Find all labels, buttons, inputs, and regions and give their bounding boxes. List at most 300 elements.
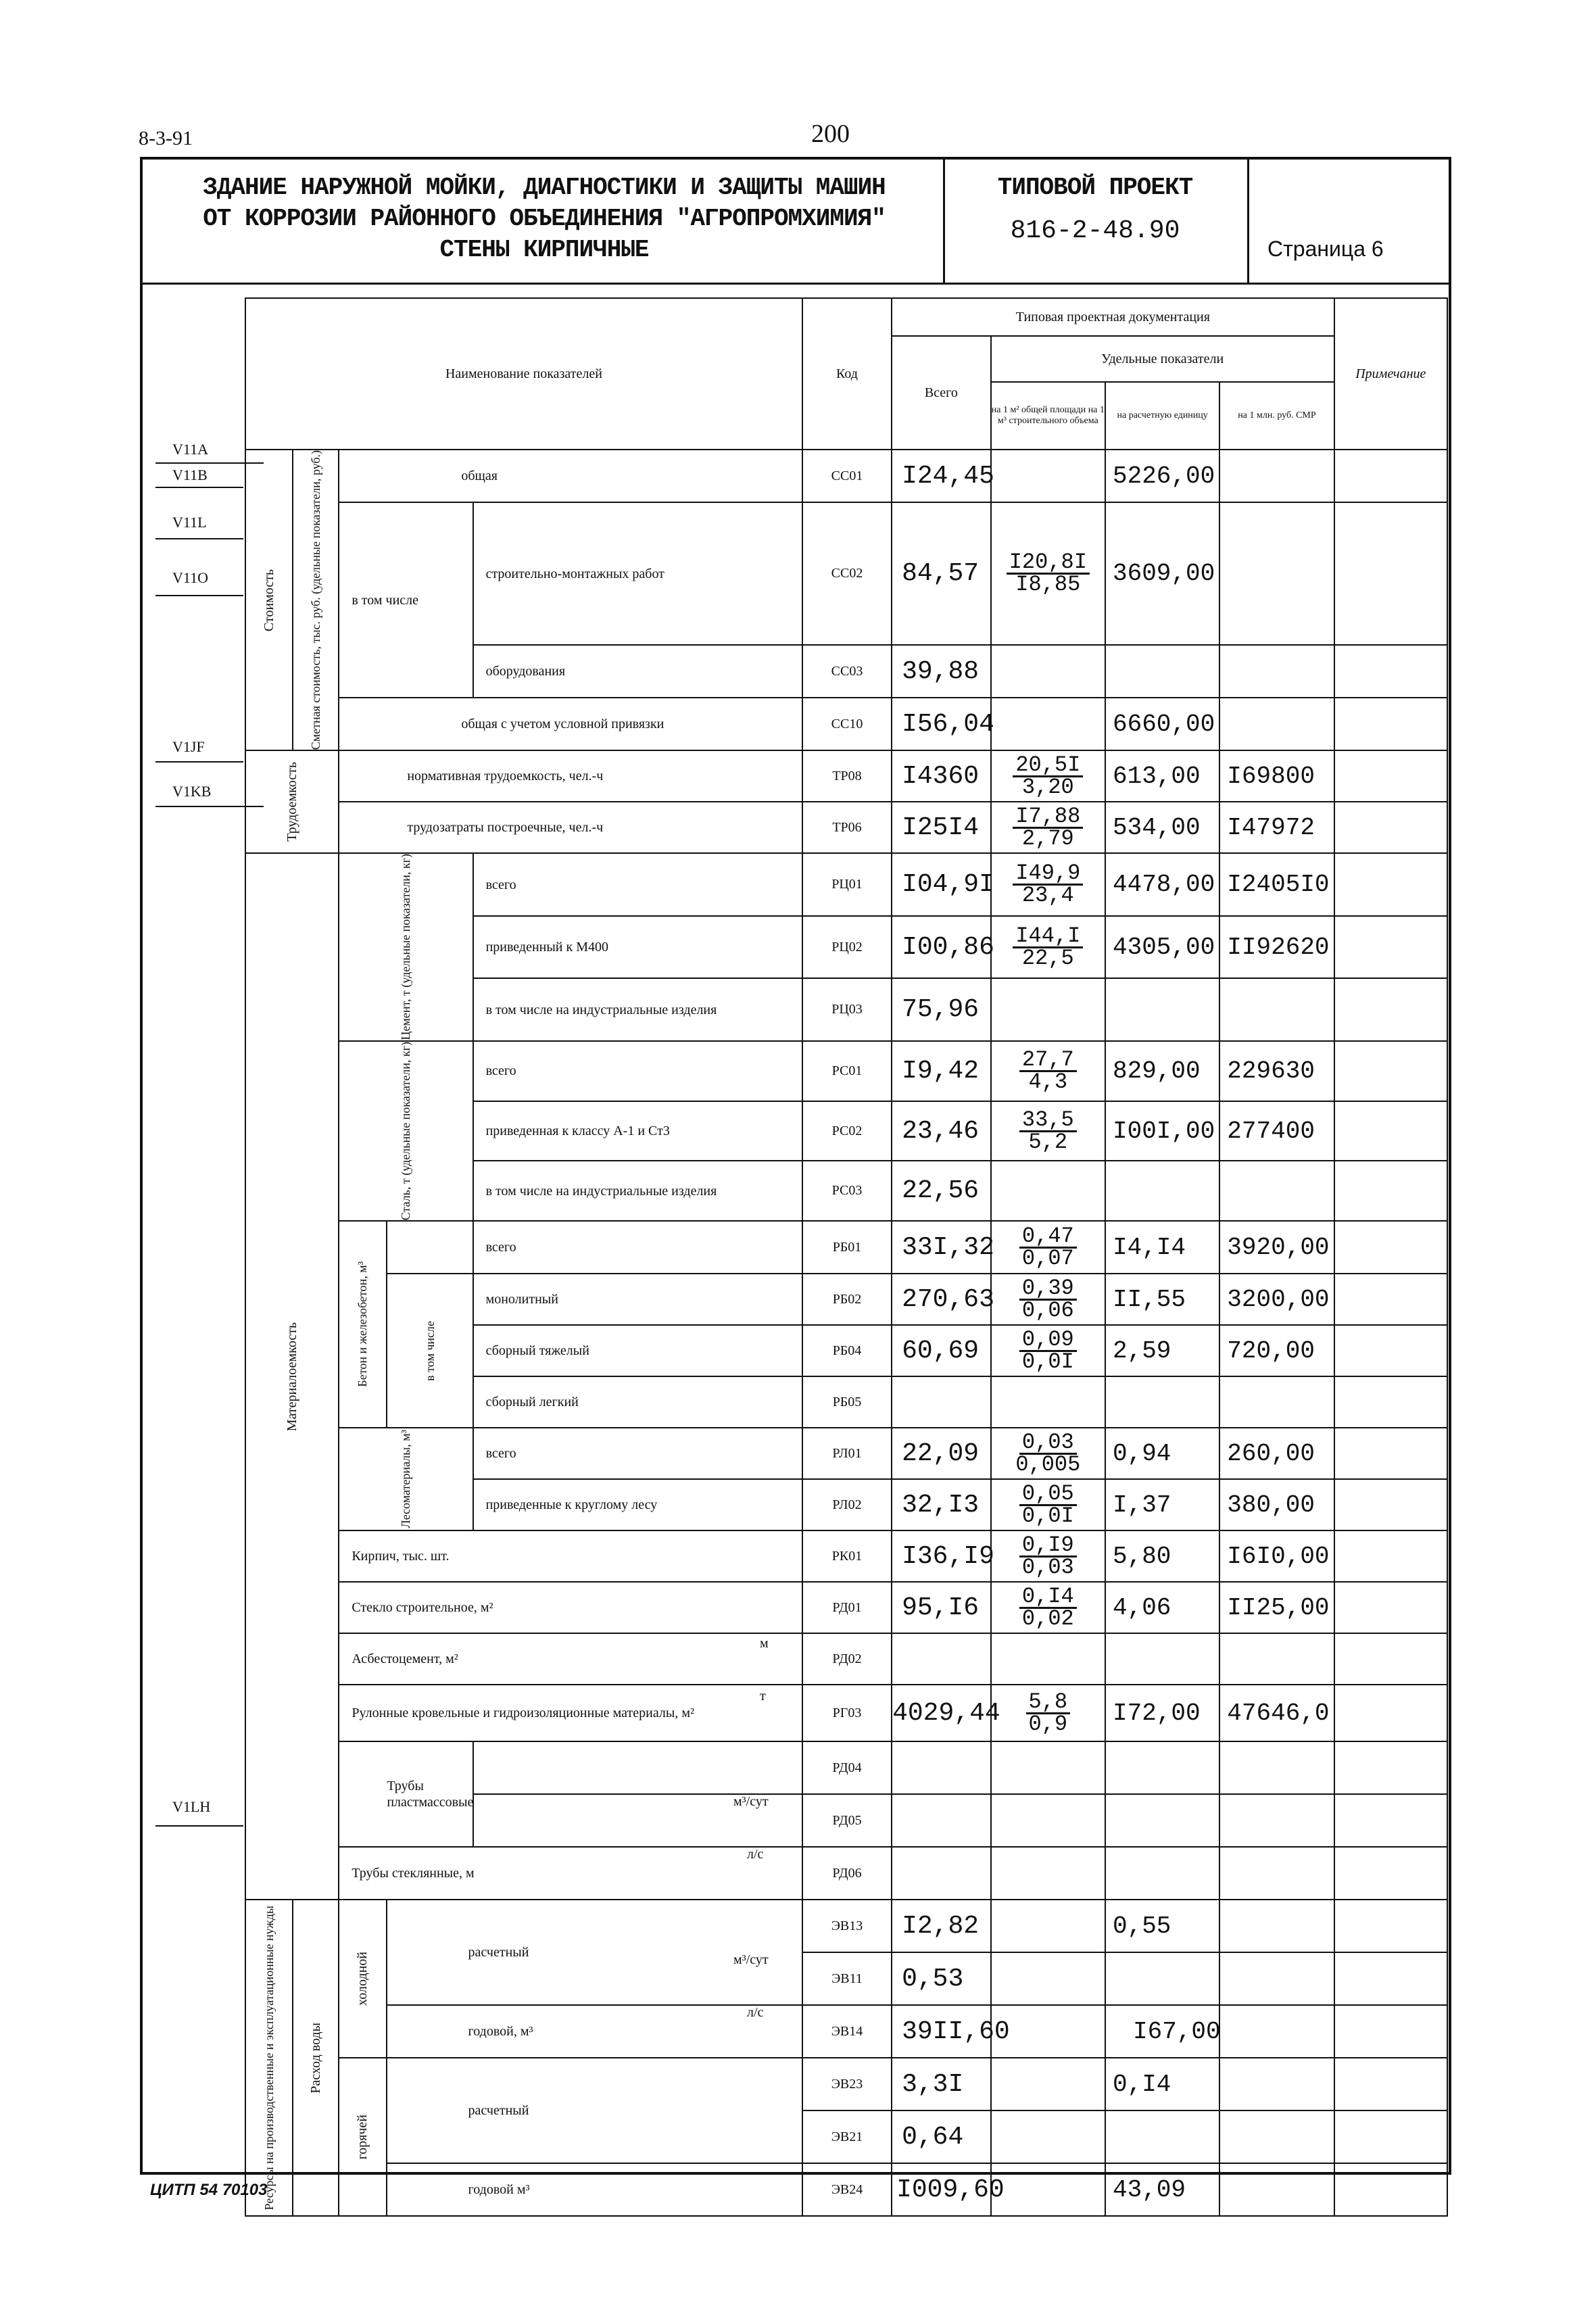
frac-bottom: 0,0I (1021, 1503, 1074, 1528)
group-concrete-in (387, 1274, 473, 1428)
group-labor (245, 750, 339, 853)
row-per-unit: 2,59 (1105, 1325, 1219, 1376)
row-label: общая (339, 450, 802, 502)
row-frac (991, 853, 1105, 916)
row-code: РЛ01 (802, 1428, 892, 1479)
side-marker: V1LH (172, 1798, 211, 1815)
row-per-unit: 0,94 (1105, 1428, 1219, 1479)
table-row (245, 2163, 1447, 2216)
group-hot-label: горячей (355, 2114, 370, 2160)
row-label: расчетный (387, 2058, 802, 2163)
row-code: СС10 (802, 698, 892, 750)
row-code: ЭВ14 (802, 2005, 892, 2058)
row-total (892, 1794, 991, 1847)
side-marker: V1KB (172, 783, 212, 800)
row-total (892, 1376, 991, 1428)
indicators-table (245, 297, 1448, 2217)
sheet-label-text: Страница (1267, 237, 1366, 261)
row-note (1334, 1794, 1447, 1847)
row-note (1334, 1221, 1447, 1274)
row-per-unit: 534,00 (1105, 802, 1219, 853)
row-note (1334, 978, 1447, 1041)
row-code: РК01 (802, 1530, 892, 1582)
frac-bottom: 0,0I (1021, 1349, 1074, 1374)
row-frac (991, 698, 1105, 750)
row-total: 60,69 (892, 1325, 991, 1376)
row-total: 0,53 (892, 1952, 991, 2005)
row-code: РС02 (802, 1101, 892, 1161)
frac-top: 5,8 (1026, 1692, 1071, 1714)
row-note (1334, 645, 1447, 698)
row-label: монолитный (473, 1274, 802, 1325)
header-group: Типовая проектная документация (892, 298, 1334, 336)
title-block-vline-2 (1247, 157, 1249, 283)
row-code: ЭВ23 (802, 2058, 892, 2110)
row-per-mln: 720,00 (1219, 1325, 1334, 1376)
row-per-mln (1219, 2005, 1334, 2058)
row-total: 39II,60 (892, 2005, 991, 2058)
row-frac (991, 1376, 1105, 1428)
row-per-unit (1105, 645, 1219, 698)
table-row (245, 1633, 1447, 1685)
row-per-mln: 47646,0 (1219, 1685, 1334, 1741)
row-per-unit: 613,00 (1105, 750, 1219, 802)
row-label: расчетный (387, 1900, 802, 2005)
row-per-unit (1105, 1847, 1219, 1900)
row-frac (991, 750, 1105, 802)
table-row (245, 802, 1447, 853)
row-code: РД01 (802, 1582, 892, 1633)
project-number: 816-2-48.90 (1010, 216, 1180, 245)
row-total: I25I4 (892, 802, 991, 853)
row-label: всего (473, 1041, 802, 1101)
row-note (1334, 2110, 1447, 2163)
row-code: РД02 (802, 1633, 892, 1685)
unit-label-l-s: л/с (747, 2005, 764, 2020)
row-frac (991, 916, 1105, 979)
row-total: 0,64 (892, 2110, 991, 2163)
row-label: Асбестоцемент, м² (339, 1633, 802, 1685)
row-total: I009,60 (892, 2163, 991, 2216)
table-row (245, 1685, 1447, 1741)
row-note (1334, 853, 1447, 916)
row-total: I36,I9 (892, 1530, 991, 1582)
row-note (1334, 1041, 1447, 1101)
row-frac (991, 1741, 1105, 1794)
row-code: РГ03 (802, 1685, 892, 1741)
row-frac (991, 1041, 1105, 1101)
row-per-mln (1219, 1376, 1334, 1428)
frac-bottom: 0,02 (1021, 1606, 1074, 1631)
row-note (1334, 1101, 1447, 1161)
row-frac (991, 1685, 1105, 1741)
row-frac (991, 1274, 1105, 1325)
header-per-mln: на 1 млн. руб. СМР (1219, 382, 1334, 450)
row-code: РС01 (802, 1041, 892, 1101)
row-per-unit: 5,80 (1105, 1530, 1219, 1582)
title-block-divider (140, 283, 1451, 285)
row-note (1334, 1633, 1447, 1685)
row-label: приведенная к классу А-1 и Ст3 (473, 1101, 802, 1161)
row-per-mln (1219, 978, 1334, 1041)
row-total: 4029,44 (892, 1685, 991, 1741)
frac-bottom: 0,06 (1021, 1297, 1074, 1323)
row-note (1334, 2058, 1447, 2110)
frac-top: I7,88 (1013, 806, 1083, 829)
row-per-mln (1219, 1952, 1334, 2005)
group-resources-label: Ресурсы на производственные и эксплуатационные нужды (262, 1905, 276, 2211)
row-label: в том числе на индустриальные изделия (473, 978, 802, 1041)
group-cold (339, 1900, 386, 2058)
group-materials (245, 853, 339, 1900)
row-total: 23,46 (892, 1101, 991, 1161)
row-label: всего (473, 1221, 802, 1274)
row-per-unit: 829,00 (1105, 1041, 1219, 1101)
table-row (245, 1900, 1447, 1952)
frac-top: 0,39 (1019, 1278, 1077, 1301)
row-label: всего (473, 853, 802, 916)
table-row (245, 1530, 1447, 1582)
row-frac (991, 1633, 1105, 1685)
row-code: РС03 (802, 1161, 892, 1221)
row-code: РБ04 (802, 1325, 892, 1376)
row-total: I24,45 (892, 450, 991, 502)
row-note (1334, 1161, 1447, 1221)
row-code: РД04 (802, 1741, 892, 1794)
row-per-unit: 6660,00 (1105, 698, 1219, 750)
row-frac (991, 1847, 1105, 1900)
row-code: РБ05 (802, 1376, 892, 1428)
row-per-unit: 3609,00 (1105, 502, 1219, 645)
table-row (245, 698, 1447, 750)
row-frac (991, 1101, 1105, 1161)
row-unit-label (473, 1741, 802, 1794)
row-total: 84,57 (892, 502, 991, 645)
row-per-mln: I2405I0 (1219, 853, 1334, 916)
row-note (1334, 1847, 1447, 1900)
row-per-mln: 229630 (1219, 1041, 1334, 1101)
frac-bottom: 0,03 (1021, 1554, 1074, 1580)
footer-code: ЦИТП 54 70103 (150, 2181, 268, 2199)
header-per-m3: на 1 м² общей площади на 1 м³ строительного объема (991, 382, 1105, 450)
row-frac (991, 1530, 1105, 1582)
row-per-mln (1219, 2163, 1334, 2216)
row-code: СС02 (802, 502, 892, 645)
row-per-mln: 260,00 (1219, 1428, 1334, 1479)
row-code: РЦ03 (802, 978, 892, 1041)
row-per-unit: I4,I4 (1105, 1221, 1219, 1274)
row-per-mln (1219, 1741, 1334, 1794)
row-per-mln (1219, 2058, 1334, 2110)
table-row (245, 1221, 1447, 1274)
row-per-unit (1105, 1794, 1219, 1847)
row-label: общая с учетом условной привязки (339, 698, 802, 750)
row-frac (991, 1479, 1105, 1530)
row-per-mln: I47972 (1219, 802, 1334, 853)
row-per-mln: I6I0,00 (1219, 1530, 1334, 1582)
frac-bottom: 5,2 (1028, 1129, 1068, 1155)
row-note (1334, 916, 1447, 979)
project-label: ТИПОВОЙ ПРОЕКТ (997, 174, 1193, 201)
row-per-unit (1105, 2110, 1219, 2163)
group-materials-label: Материалоемкость (285, 1322, 300, 1431)
row-code: ЭВ11 (802, 1952, 892, 2005)
group-labor-label: Трудоемкость (285, 762, 300, 842)
row-frac (991, 1582, 1105, 1633)
frac-bottom: 0,005 (1015, 1451, 1081, 1477)
group-steel (339, 1041, 473, 1221)
row-note (1334, 1530, 1447, 1582)
header-total: Всего (892, 336, 991, 450)
side-marker: V11A (172, 441, 208, 458)
row-note (1334, 698, 1447, 750)
row-note (1334, 802, 1447, 853)
row-code: ЭВ13 (802, 1900, 892, 1952)
row-code: РБ02 (802, 1274, 892, 1325)
row-label: Кирпич, тыс. шт. (339, 1530, 802, 1582)
row-label: нормативная трудоемкость, чел.-ч (339, 750, 802, 802)
frac-top: I20,8I (1007, 552, 1090, 575)
group-steel-label: Сталь, т (удельные показатели, кг) (399, 1041, 413, 1221)
row-label: всего (473, 1428, 802, 1479)
table-row (245, 853, 1447, 916)
row-note (1334, 1952, 1447, 2005)
row-note (1334, 1685, 1447, 1741)
group-concrete-in-label: в том числе (422, 1320, 437, 1381)
row-frac (991, 1325, 1105, 1376)
row-frac (991, 2058, 1105, 2110)
side-marker-line (155, 1825, 243, 1827)
group-cement-label: Цемент, т (удельные показатели, кг) (399, 854, 413, 1040)
table-row (245, 1582, 1447, 1633)
row-total (892, 1847, 991, 1900)
frac-bottom: 3,20 (1021, 774, 1074, 800)
row-frac (991, 1221, 1105, 1274)
row-total: I9,42 (892, 1041, 991, 1101)
table-row (245, 1041, 1447, 1101)
row-code: РЦ01 (802, 853, 892, 916)
table-row (245, 1741, 1447, 1794)
table-row (245, 1847, 1447, 1900)
row-total: 75,96 (892, 978, 991, 1041)
group-water-label: Расход воды (308, 2022, 324, 2094)
row-frac (991, 1161, 1105, 1221)
row-per-mln (1219, 450, 1334, 502)
frac-top: 0,47 (1019, 1226, 1077, 1249)
row-per-unit: 0,I4 (1105, 2058, 1219, 2110)
group-resources (245, 1900, 293, 2216)
title-line-3: СТЕНЫ КИРПИЧНЫЕ (439, 236, 649, 264)
row-per-unit: 4305,00 (1105, 916, 1219, 979)
row-label: сборный легкий (473, 1376, 802, 1428)
sheet-number: 6 (1371, 237, 1384, 261)
row-note (1334, 502, 1447, 645)
row-per-unit (1105, 1952, 1219, 2005)
row-total: 33I,32 (892, 1221, 991, 1274)
row-label: Трубы стеклянные, м (339, 1847, 802, 1900)
header-name: Наименование показателей (245, 298, 802, 450)
row-per-unit: 5226,00 (1105, 450, 1219, 502)
group-concrete-label: Бетон и железобетон, м³ (356, 1261, 370, 1387)
side-marker: V1JF (172, 738, 205, 755)
group-water (293, 1900, 339, 2216)
header-specific: Удельные показатели (991, 336, 1334, 382)
row-per-mln: I69800 (1219, 750, 1334, 802)
row-code: РБ01 (802, 1221, 892, 1274)
row-code: ТР06 (802, 802, 892, 853)
row-note (1334, 1582, 1447, 1633)
row-frac (991, 1900, 1105, 1952)
side-marker: V11O (172, 569, 208, 586)
frac-bottom: 0,07 (1021, 1245, 1074, 1271)
row-per-mln (1219, 1900, 1334, 1952)
frac-top: 27,7 (1019, 1050, 1077, 1072)
side-marker: V11L (172, 514, 207, 531)
table-row (245, 2005, 1447, 2058)
row-code: РД05 (802, 1794, 892, 1847)
row-per-unit (1105, 1161, 1219, 1221)
frac-bottom: I8,85 (1015, 572, 1081, 598)
unit-label-l-s: л/с (747, 1847, 764, 1862)
row-total: I4360 (892, 750, 991, 802)
row-code: ТР08 (802, 750, 892, 802)
frac-bottom: 4,3 (1028, 1069, 1068, 1094)
row-per-unit: I,37 (1105, 1479, 1219, 1530)
side-marker-line (155, 761, 243, 763)
row-label: годовой м³ (387, 2163, 802, 2216)
group-cold-label: холодной (355, 1952, 370, 2006)
sheet-label (1267, 237, 1384, 262)
row-label: в том числе на индустриальные изделия (473, 1161, 802, 1221)
row-per-unit: 0,55 (1105, 1900, 1219, 1952)
row-total: 22,09 (892, 1428, 991, 1479)
row-per-mln (1219, 1847, 1334, 1900)
row-per-mln (1219, 1794, 1334, 1847)
group-hot (339, 2058, 386, 2216)
row-frac (991, 2163, 1105, 2216)
row-label: строительно-монтажных работ (473, 502, 802, 645)
row-frac (991, 802, 1105, 853)
group-cement (339, 853, 473, 1041)
group-cost-sub (293, 450, 339, 750)
row-per-mln: II25,00 (1219, 1582, 1334, 1633)
row-total: 270,63 (892, 1274, 991, 1325)
row-per-unit (1105, 1376, 1219, 1428)
side-marker-line (155, 487, 243, 488)
row-note (1334, 1325, 1447, 1376)
row-frac (991, 645, 1105, 698)
row-per-unit: II,55 (1105, 1274, 1219, 1325)
row-total (892, 1633, 991, 1685)
row-note (1334, 2005, 1447, 2058)
side-marker-line (155, 595, 243, 596)
row-note (1334, 2163, 1447, 2216)
concrete-blank (387, 1221, 473, 1274)
row-per-unit (1105, 1741, 1219, 1794)
header-note: Примечание (1334, 298, 1447, 450)
row-per-mln (1219, 698, 1334, 750)
frac-top: 0,09 (1019, 1330, 1077, 1352)
row-frac (991, 1794, 1105, 1847)
unit-label-m3-day: м³/сут (733, 1794, 769, 1809)
row-per-unit: 43,09 (1105, 2163, 1219, 2216)
frac-top: 0,03 (1019, 1432, 1077, 1455)
frac-top: 0,I9 (1019, 1535, 1077, 1558)
row-note (1334, 450, 1447, 502)
row-note (1334, 1428, 1447, 1479)
row-total (892, 1741, 991, 1794)
frac-top: 0,I4 (1019, 1587, 1077, 1609)
row-frac (991, 978, 1105, 1041)
row-per-unit: I72,00 (1105, 1685, 1219, 1741)
table-row (245, 1428, 1447, 1479)
page-number: 200 (811, 120, 850, 148)
row-per-mln (1219, 502, 1334, 645)
frac-bottom: 0,9 (1028, 1711, 1068, 1737)
frac-top: I49,9 (1013, 863, 1083, 886)
row-per-unit (1105, 978, 1219, 1041)
row-total: 39,88 (892, 645, 991, 698)
row-per-unit: I00I,00 (1105, 1101, 1219, 1161)
title-line-2: ОТ КОРРОЗИИ РАЙОННОГО ОБЪЕДИНЕНИЯ "АГРОПРОМХИМИЯ" (203, 205, 886, 233)
group-cost-sub-label: Сметная стоимость, тыс. руб. (удельные показатели, руб.) (309, 450, 323, 750)
document-title (155, 172, 933, 266)
row-note (1334, 1479, 1447, 1530)
row-label: Стекло строительное, м² (339, 1582, 802, 1633)
frac-bottom: 22,5 (1021, 945, 1074, 971)
frac-bottom: 23,4 (1021, 883, 1074, 908)
group-cost (245, 450, 293, 750)
frac-top: 0,05 (1019, 1484, 1077, 1506)
table-row (245, 450, 1447, 502)
frac-top: I44,I (1013, 926, 1083, 948)
row-frac (991, 502, 1105, 645)
row-per-mln (1219, 1633, 1334, 1685)
group-timber (339, 1428, 473, 1530)
row-per-unit: 4478,00 (1105, 853, 1219, 916)
row-code: РЦ02 (802, 916, 892, 979)
unit-label-m: м (760, 1636, 769, 1651)
header-code: Код (802, 298, 892, 450)
row-label: трудозатраты построечные, чел.-ч (339, 802, 802, 853)
frac-bottom: 2,79 (1021, 825, 1074, 851)
row-total: 3,3I (892, 2058, 991, 2110)
table-row (245, 2058, 1447, 2110)
row-total: 32,I3 (892, 1479, 991, 1530)
in-that-label: в том числе (339, 502, 473, 698)
side-marker-line (155, 538, 243, 539)
row-label: приведенные к круглому лесу (473, 1479, 802, 1530)
row-label: сборный тяжелый (473, 1325, 802, 1376)
row-note (1334, 1376, 1447, 1428)
row-total: 95,I6 (892, 1582, 991, 1633)
row-note (1334, 1900, 1447, 1952)
row-total: 22,56 (892, 1161, 991, 1221)
row-total: I2,82 (892, 1900, 991, 1952)
row-total: I04,9I (892, 853, 991, 916)
group-cost-label: Стоимость (262, 569, 277, 631)
row-frac (991, 450, 1105, 502)
row-total: I00,86 (892, 916, 991, 979)
row-per-unit: 4,06 (1105, 1582, 1219, 1633)
frac-top: 20,5I (1013, 755, 1083, 777)
table-row (245, 1274, 1447, 1325)
table-row (245, 750, 1447, 802)
title-block-vline-1 (943, 157, 945, 283)
row-code: ЭВ21 (802, 2110, 892, 2163)
row-per-unit: I67,00 (1105, 2005, 1219, 2058)
side-marker: V11B (172, 466, 208, 483)
